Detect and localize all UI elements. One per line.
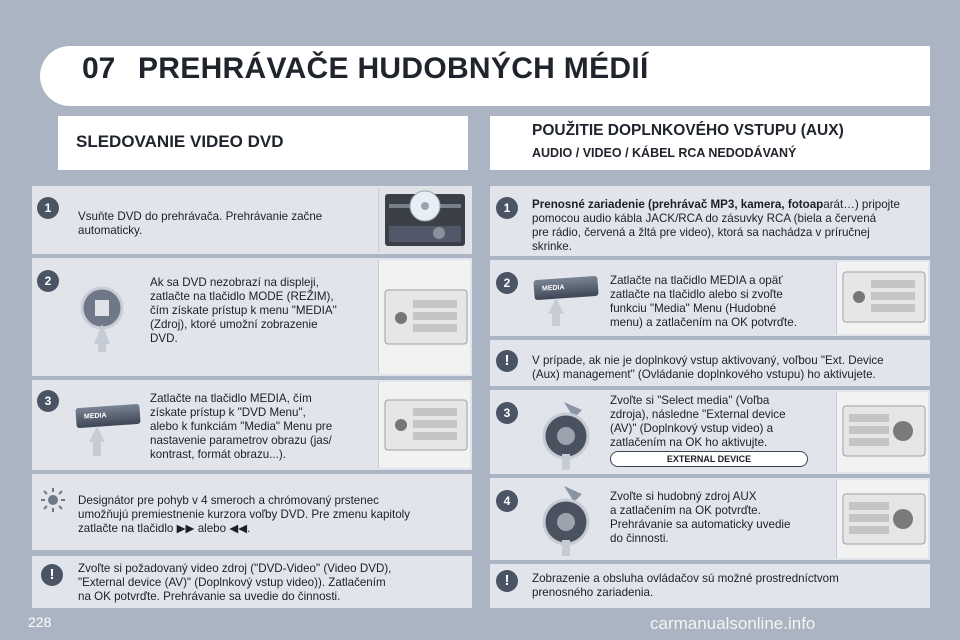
radio-unit-image [378,188,470,252]
left-tip-line3 [78,522,250,536]
section-title-aux: POUŽITIE DOPLNKOVÉHO VSTUPU (AUX) [532,122,844,139]
right-step4-line2: a zatlačením na OK potvrďte. [610,504,761,517]
right-step2-line3: funkciu "Media" Menu (Hudobné [610,302,777,315]
left-warn-line1: Zvoľte si požadovaný video zdroj ("DVD-Video" (Video DVD), [78,562,392,575]
radio-panel-icon [379,260,471,374]
arrow-up-icon [86,424,108,463]
radio-panel-icon [837,262,929,334]
step-number-3: 3 [37,390,59,412]
section-title-dvd: SLEDOVANIE VIDEO DVD [76,132,284,151]
left-step2-line1: Ak sa DVD nezobrazí na displeji, [150,276,319,289]
tip-line3-mid: alebo [197,522,227,535]
right-warn-line2: prenosného zariadenia. [532,586,654,599]
radio-panel-image [378,260,470,374]
warning-icon: ! [496,570,518,592]
radio-panel-image-3 [836,262,928,334]
step-number-4: 4 [496,490,518,512]
media-key-icon: MEDIA [533,276,598,300]
left-tip-line2: umožňujú premiestnenie kurzora voľby DVD. Pre zmenu kapitoly [78,508,411,521]
left-step2-line3: čím získate prístup k menu "MEDIA" [150,304,337,317]
right-step1-line2: pomocou audio kábla JACK/RCA do zásuvky RCA (biela a červená [532,212,877,225]
warning-icon: ! [496,350,518,372]
arrow-up-icon [545,296,567,333]
left-warn-line3: na OK potvrďte. Prehrávanie sa uvedie do činnosti. [78,590,341,603]
right-step2-line4: menu) a zatlačením na OK potvrďte. [610,316,797,329]
right-step2-line1: Zatlačte na tlačidlo MEDIA a opäť [610,274,783,287]
dvd-disc-icon [379,188,471,252]
warning-icon: ! [41,564,63,586]
left-step1-line1: Vsuňte DVD do prehrávača. Prehrávanie začne [78,210,323,223]
right-step3-line1: Zvoľte si "Select media" (Voľba [610,394,770,407]
radio-panel-image-5 [836,480,928,558]
left-step3-line2: získate prístup k "DVD Menu", [150,406,306,419]
radio-panel-icon [379,382,471,468]
right-step3-line4: zatlačením na OK ho aktivujte. [610,436,768,449]
left-step3-line1: Zatlačte na tlačidlo MEDIA, čím [150,392,312,405]
right-warn-line1: Zobrazenie a obsluha ovládačov sú možné prostredníctvom [532,572,839,585]
left-step2-line2: zatlačte na tlačidlo MODE (REŽIM), [150,290,334,303]
right-step3-line2: zdroja), následne "External device [610,408,786,421]
left-warn-line2: "External device (AV)" (Doplnkový vstup video)). Zatlačením [78,576,386,589]
step-number-2: 2 [37,270,59,292]
tip-line3-start: zatlačte na tlačidlo [78,522,174,535]
right-step1-rest: arát…) pripojte [823,198,900,211]
step-number-1: 1 [496,197,518,219]
chapter-number: 07 [82,52,116,85]
radio-panel-image-2 [378,382,470,468]
watermark: carmanualsonline.info [650,614,816,633]
left-step2-line4: (Zdroj), ktoré umožní zobrazenie [150,318,318,331]
external-device-badge: EXTERNAL DEVICE [610,451,808,467]
rewind-icon: ◀◀ [229,522,248,535]
page-title: PREHRÁVAČE HUDOBNÝCH MÉDIÍ [138,52,649,85]
tip-line3-end: . [247,522,251,535]
right-step4-line4: do činnosti. [610,532,669,545]
right-step1-line3: pre rádio, červená a žltá pre video), ktorá sa nachádza v príručnej [532,226,870,239]
right-step2-line2: zatlačte na tlačidlo alebo si zvoľte [610,288,783,301]
right-step1-line4: skrinke. [532,240,572,253]
step-number-2: 2 [496,272,518,294]
media-key-icon: MEDIA [75,404,140,428]
step-number-1: 1 [37,197,59,219]
radio-panel-icon [837,480,929,558]
tip-sun-icon [41,488,65,517]
left-tip-line1: Designátor pre pohyb v 4 smeroch a chrómovaný prstenec [78,494,379,507]
right-step4-line3: Prehrávanie sa automaticky uvedie [610,518,791,531]
left-step1-line2: automaticky. [78,224,143,237]
left-step2-line5: DVD. [150,332,178,345]
right-note-line2: (Aux) management" (Ovládanie doplnkového vstupu) ho aktivujete. [532,368,876,381]
left-step3-line4: nastavenie parametrov obrazu (jas/ [150,434,332,447]
right-step4-line1: Zvoľte si hudobný zdroj AUX [610,490,757,503]
section-subtitle-aux: AUDIO / VIDEO / KÁBEL RCA NEDODÁVANÝ [532,146,797,160]
mode-button-icon [80,284,124,359]
fast-forward-icon: ▶▶ [176,522,195,535]
rotary-knob-icon [538,396,598,477]
right-step1-line1 [532,198,900,212]
step-number-3: 3 [496,402,518,424]
rotary-knob-icon [538,480,598,563]
radio-panel-image-4 [836,392,928,472]
left-step3-line5: kontrast, formát obrazu...). [150,448,286,461]
right-note-line1: V prípade, ak nie je doplnkový vstup aktivovaný, voľbou "Ext. Device [532,354,884,367]
page-number: 228 [28,614,52,630]
right-step3-line3: (AV)" (Doplnkový vstup video) a [610,422,774,435]
left-step3-line3: alebo k funkciám "Media" Menu pre [150,420,333,433]
radio-panel-icon [837,392,929,472]
right-step1-bold: Prenosné zariadenie (prehrávač MP3, kamera, fotoap [532,198,824,211]
